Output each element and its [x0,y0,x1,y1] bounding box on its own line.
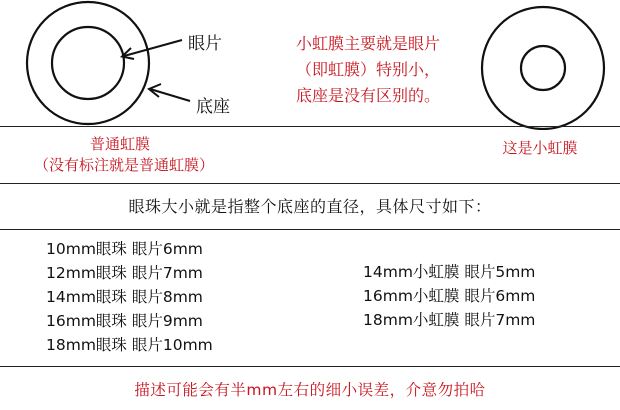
list-item: 10mm眼珠 眼片6mm [46,240,203,258]
heading-bottom-divider [0,229,620,230]
heading-top-divider [0,183,620,184]
list-item: 12mm眼珠 眼片7mm [46,264,203,282]
base-arrow [149,84,190,101]
lens-arrow [122,40,182,59]
normal-size-list [46,237,213,357]
normal-iris-caption: 普通虹膜 [89,135,150,153]
lens-label: 眼片 [188,34,222,54]
size-heading: 眼珠大小就是指整个底座的直径，具体尺寸如下： [128,197,492,216]
small-iris-caption: 这是小虹膜 [502,139,578,157]
normal-iris-base-circle [27,2,149,124]
list-item: 14mm眼珠 眼片8mm [46,288,203,306]
normal-iris-note: （没有标注就是普通虹膜） [33,156,214,174]
list-item: 18mm眼珠 眼片10mm [46,336,213,354]
list-item: 14mm小虹膜 眼片5mm [363,263,536,281]
footer-disclaimer: 描述可能会有半mm左右的细小误差，介意勿拍哈 [134,381,486,399]
small-iris-base-circle [482,7,604,129]
note-line: 底座是没有区别的。 [295,86,440,105]
list-item: 16mm眼珠 眼片9mm [46,312,203,330]
list-item: 18mm小虹膜 眼片7mm [363,311,536,329]
list-item: 16mm小虹膜 眼片6mm [363,287,536,305]
footer-divider [0,366,620,367]
small-iris-note [268,31,468,109]
note-line: 小虹膜主要就是眼片 [295,34,440,53]
top-divider [0,126,620,127]
base-label: 底座 [196,97,230,117]
small-iris-lens-circle [521,46,565,90]
note-line: （即虹膜）特别小， [295,60,440,79]
small-size-list [363,260,535,332]
normal-iris-lens-circle [52,27,124,99]
